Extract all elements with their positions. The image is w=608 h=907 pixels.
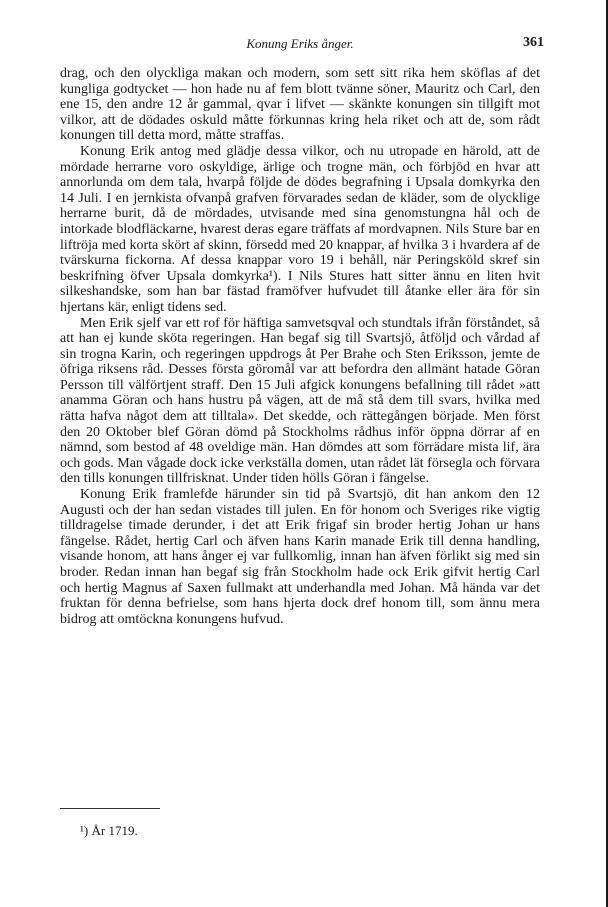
footnote-divider bbox=[60, 808, 160, 809]
page-number: 361 bbox=[523, 35, 544, 50]
paragraph: Konung Erik framlefde härunder sin tid på Svartsjö, dit han ankom den 12 Augusti och der han sedan vistades till julen. En för honom och Sveriges rike vigtig tilldragelse timade derunder, i det att Erik frigaf sin broder hertig Johan ur hans fängelse. Rådet, hertig Carl och äfven hans Karin manade Erik till denna handling, visande honom, att hans ånger ej var fullkomlig, innan han äfven förlikt sig med sin broder. Redan innan han begaf sig från Stockholm hade ock Erik gifvit hertig Carl och hertig Magnus af Saxen fullmakt att underhandla med Johan. Må hända var det fruktan för denna befrielse, som hans hjerta dock dref honom till, som ännu mera bidrog att omtöckna konungens hufvud. bbox=[60, 487, 540, 627]
running-title: Konung Eriks ånger. bbox=[246, 36, 354, 51]
paragraph: Konung Erik antog med glädje dessa vilkor, och nu utropade en härold, att de mördade herrarne voro oskyldige, ärlige och trogne män, och förbjöd en hvar att annorlunda om dem tala, hvarpå följde de dödes begrafning i Upsala domkyrka den 14 Juli. I en jernkista ofvanpå grafven förvarades sedan de kläder, som de olycklige herrarne burit, då de mördades, utvisande med sina genomstungna hål och de intorkade blodfläckarne, hvarest deras egare träffats af mordvapnen. Nils Sture bar en liftröja med korta skört af skinn, försedd med 20 knappar, af hvilka 3 i hvardera af de tvärskurna fickorna. Af dessa knappar voro 19 i behåll, när Peringsköld skref sin beskrifning öfver Upsala domkyrka¹). I Nils Stures hatt sitter ännu en liten hvit silkeshandske, som han bar fästad framöfver hufvudet till åtanke eller ära för sin hjertans kär, enligt tidens sed. bbox=[60, 143, 540, 315]
footnote: ¹) År 1719. bbox=[80, 823, 138, 838]
paragraph: Men Erik sjelf var ett rof för häftiga samvetsqval och stundtals ifrån förståndet, så att han ej kunde sköta regeringen. Han begaf sig till Svartsjö, åtföljd och vårdad af sin trogna Karin, och regeringen uppdrogs åt Per Brahe och Sten Eriksson, jemte de öfriga riksens råd. Desses första göromål var att befordra den allmänt hatade Göran Persson till välförtjent straff. Den 15 Juli afgick konungens befallning till rådet »att anamma Göran och hans hustru på vägen, att de må stå dem till svars, hvilka med rätta hafva något dem att tilltala». Det skedde, och rättegången började. Men först den 20 Oktober blef Göran dömd på Stockholms rådhus inför öppna dörrar af en nämnd, som bestod af 48 oveldige män. Han dömdes att som förrädare mista lif, ära och gods. Man vågade dock icke verkställa domen, utan rådet lät försegla och förvara den tills konungen tillfrisknat. Under tiden hölls Göran i fängelse. bbox=[60, 315, 540, 487]
running-head bbox=[60, 35, 544, 56]
paragraph: drag, och den olyckliga makan och modern, som sett sitt rika hem sköflas af det kungliga godtycket — hon hade nu af fem blott tvänne söner, Mauritz och Carl, den ene 15, den andre 12 år gammal, qvar i lifvet — skänkte konungen sin tillgift mot vilkor, att de dödades oskuld måtte förkunnas kring hela riket och att de, som rådt konungen till detta mord, måtte straffas. bbox=[60, 66, 540, 144]
body-text bbox=[60, 66, 540, 627]
